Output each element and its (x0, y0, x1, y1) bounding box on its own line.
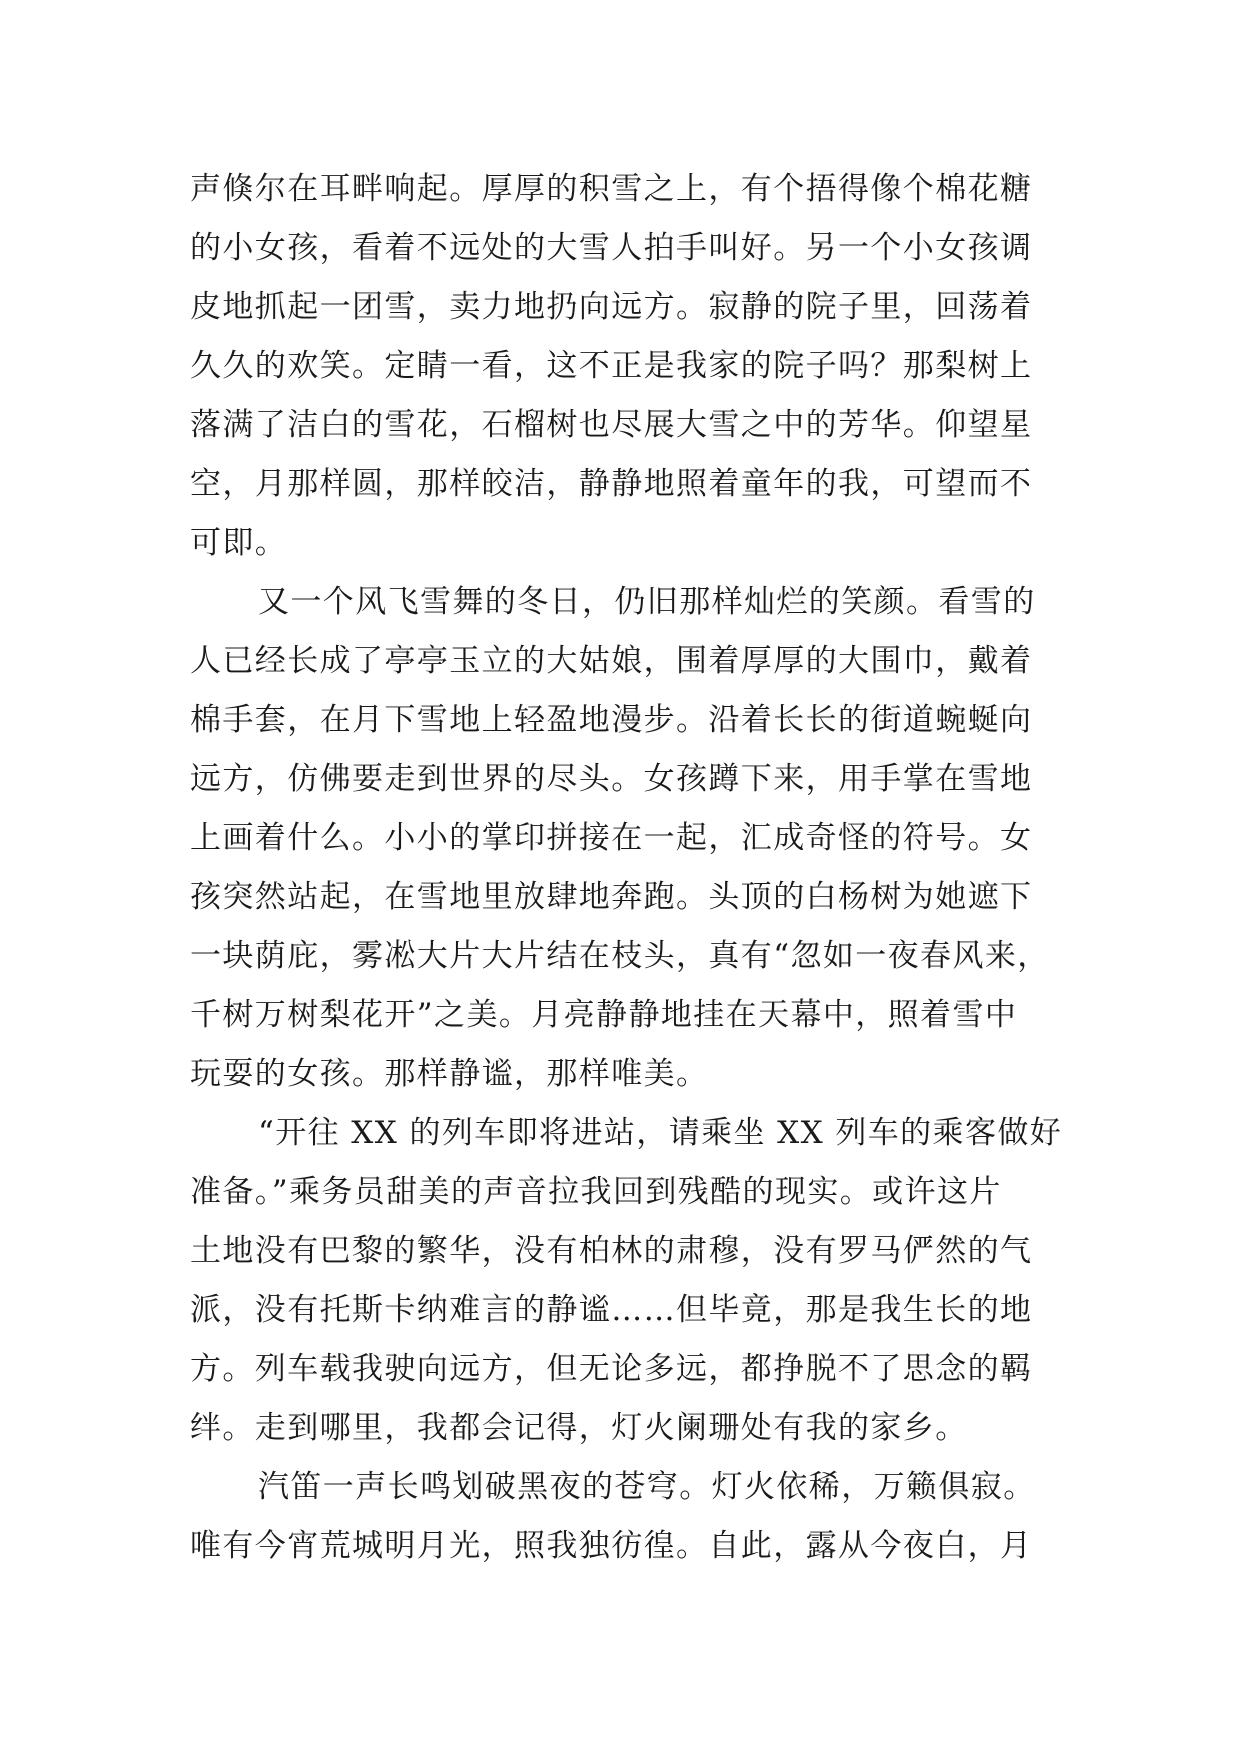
text-line: 土地没有巴黎的繁华，没有柏林的肃穆，没有罗马俨然的气 (190, 1233, 1033, 1269)
text-line: 远方，仿佛要走到世界的尽头。女孩蹲下来，用手掌在雪地 (190, 761, 1033, 797)
paragraph-first-line: 又一个风飞雪舞的冬日，仍旧那样灿烂的笑颜。看雪的 (258, 584, 1036, 620)
text-line: 可即。 (190, 525, 288, 561)
text-line: 唯有今宵荒城明月光，照我独彷徨。自此，露从今夜白，月 (190, 1528, 1033, 1564)
text-line: 落满了洁白的雪花，石榴树也尽展大雪之中的芳华。仰望星 (190, 407, 1033, 443)
paragraph-first-line: “开往 XX 的列车即将进站，请乘坐 XX 列车的乘客做好 (258, 1115, 1063, 1151)
text-line: 空，月那样圆，那样皎洁，静静地照着童年的我，可望而不 (190, 466, 1033, 502)
text-line: 皮地抓起一团雪，卖力地扔向远方。寂静的院子里，回荡着 (190, 289, 1033, 325)
text-line: 准备。”乘务员甜美的声音拉我回到残酷的现实。或许这片 (190, 1174, 1002, 1210)
text-line: 棉手套，在月下雪地上轻盈地漫步。沿着长长的街道蜿蜒向 (190, 702, 1033, 738)
text-line: 玩耍的女孩。那样静谧，那样唯美。 (190, 1056, 709, 1092)
text-line: 上画着什么。小小的掌印拼接在一起，汇成奇怪的符号。女 (190, 820, 1033, 856)
text-line: 人已经长成了亭亭玉立的大姑娘，围着厚厚的大围巾，戴着 (190, 643, 1033, 679)
text-line: 千树万树梨花开”之美。月亮静静地挂在天幕中，照着雪中 (190, 997, 1018, 1033)
text-line: 派，没有托斯卡纳难言的静谧……但毕竟，那是我生长的地 (190, 1292, 1033, 1328)
text-line: 方。列车载我驶向远方，但无论多远，都挣脱不了思念的羁 (190, 1351, 1033, 1387)
text-line: 一块荫庇，雾凇大片大片结在枝头，真有“忽如一夜春风来， (190, 938, 1050, 974)
text-line: 声倏尔在耳畔响起。厚厚的积雪之上，有个捂得像个棉花糖 (190, 171, 1033, 207)
body-text (190, 160, 1070, 1576)
paragraph-first-line: 汽笛一声长鸣划破黑夜的苍穹。灯火依稀，万籁俱寂。 (258, 1469, 1036, 1505)
text-line: 孩突然站起，在雪地里放肆地奔跑。头顶的白杨树为她遮下 (190, 879, 1033, 915)
text-line: 的小女孩，看着不远处的大雪人拍手叫好。另一个小女孩调 (190, 230, 1033, 266)
text-line: 久久的欢笑。定睛一看，这不正是我家的院子吗？那梨树上 (190, 348, 1033, 384)
text-line: 绊。走到哪里，我都会记得，灯火阑珊处有我的家乡。 (190, 1410, 968, 1446)
